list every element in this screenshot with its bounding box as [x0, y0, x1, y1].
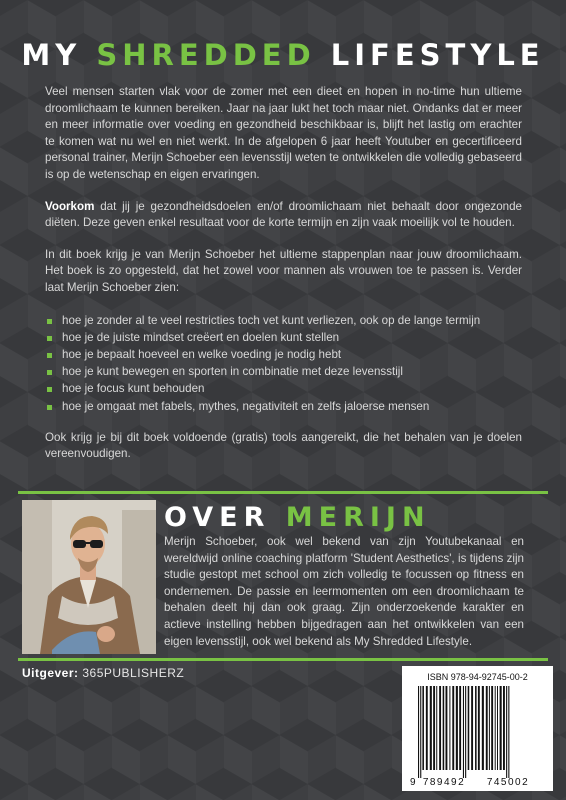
barcode-lead-digit: 9 — [410, 777, 416, 788]
barcode-bar — [459, 686, 461, 770]
barcode-bar — [503, 686, 505, 770]
barcode-bar — [486, 686, 488, 770]
barcode-bar — [439, 686, 441, 770]
intro-paragraph-1: Veel mensen starten vlak voor de zomer met een dieet en hopen in no-time hun ultieme droomlichaam te kunnen bereiken. Jaar na jaar lukt het toch maar niet. Ondanks dat er meer en meer informatie over voeding en gezondheid beschikbaar is, blijft het lastig om erachter te komen wat nu wel en niet werkt. In de afgelopen 6 jaar heeft Youtuber en gecertificeerd personal trainer, Merijn Schoeber een levensstijl weten te ontwikkelen die volledig gebaseerd is op de wetenschap en eigen ervaringen. — [45, 85, 522, 181]
barcode-bar — [506, 686, 507, 778]
list-item: hoe je omgaat met fabels, mythes, negativiteit en zelfs jaloerse mensen — [45, 398, 522, 415]
title-highlight: SHREDDED — [96, 38, 316, 72]
author-portrait-illustration — [22, 500, 156, 654]
barcode-bar — [443, 686, 445, 770]
barcode-bar — [433, 686, 435, 770]
isbn-barcode — [402, 666, 553, 791]
barcode-bar — [500, 686, 502, 770]
title-part-1: MY — [21, 38, 97, 72]
barcode-bar — [478, 686, 480, 770]
barcode-bar — [420, 686, 421, 778]
publisher-label: Uitgever: — [22, 666, 79, 680]
barcode-bar — [422, 686, 424, 770]
barcode-bar — [482, 686, 484, 770]
list-item: hoe je focus kunt behouden — [45, 380, 522, 397]
barcode-bar — [430, 686, 432, 770]
barcode-bar — [446, 686, 448, 770]
about-title — [164, 502, 431, 533]
author-bio: Merijn Schoeber, ook wel bekend van zijn Youtubekanaal en wereldwijd online coaching platform 'Student Aesthetics', is tijdens zijn studie gestopt met school om zich volledig te focussen op fitness en ondernemen. De passie en leermomenten om een droomlichaam te behalen deelt hij dan ook graag. Zijn onderzoekende karakter en actieve instelling hebben bijgedragen aan het ontwikkelen van een eigen levensstijl, ook wel bekend als My Shredded Lifestyle. — [164, 535, 524, 648]
barcode-bar — [475, 686, 477, 770]
barcode-graphic — [402, 666, 553, 791]
barcode-bar — [456, 686, 458, 770]
isbn-text: ISBN 978-94-92745-00-2 — [427, 672, 528, 682]
barcode-digits-group-1: 789492 — [422, 777, 466, 788]
author-photo — [22, 500, 156, 654]
barcode-bar — [426, 686, 428, 770]
intro-text — [45, 84, 522, 478]
barcode-bar — [508, 686, 509, 778]
intro-paragraph-2 — [45, 199, 522, 232]
barcode-bar — [471, 686, 473, 770]
publisher-name: 365PUBLISHERZ — [78, 666, 185, 680]
barcode-bar — [463, 686, 464, 778]
divider-top — [18, 491, 548, 494]
publisher-line — [22, 666, 184, 680]
divider-bottom — [18, 658, 548, 661]
barcode-bar — [491, 686, 493, 770]
intro-paragraph-2-rest: dat jij je gezondheidsdoelen en/of droomlichaam niet behaalt door ongezonde diëten. Deze geven enkel resultaat voor de korte termijn en zijn vaak moeilijk vol te houden. — [45, 199, 522, 230]
barcode-bar — [436, 686, 437, 770]
benefit-list — [45, 312, 522, 415]
title-part-2: LIFESTYLE — [315, 38, 545, 72]
barcode-bar — [418, 686, 419, 778]
barcode-bar — [449, 686, 450, 770]
barcode-bar — [468, 686, 470, 770]
barcode-digits-group-2: 745002 — [486, 777, 530, 788]
barcode-bar — [465, 686, 466, 778]
about-title-highlight: MERIJN — [285, 502, 431, 533]
intro-paragraph-2-bold: Voorkom — [45, 199, 95, 213]
book-title — [0, 38, 566, 72]
barcode-bar — [497, 686, 498, 770]
intro-paragraph-3: In dit boek krijg je van Merijn Schoeber het ultieme stappenplan naar jouw droomlichaam. Het boek is zo opgesteld, dat het zowel voor mannen als vrouwen toe te passen is. Verder laat Merijn Schoeber zien: — [45, 247, 522, 294]
list-item: hoe je kunt bewegen en sporten in combinatie met deze levensstijl — [45, 363, 522, 380]
barcode-bar — [489, 686, 490, 770]
list-item: hoe je de juiste mindset creëert en doelen kunt stellen — [45, 329, 522, 346]
barcode-bar — [452, 686, 454, 770]
list-item: hoe je zonder al te veel restricties toch vet kunt verliezen, ook op de lange termijn — [45, 312, 522, 329]
barcode-bar — [495, 686, 496, 770]
list-item: hoe je bepaalt hoeveel en welke voeding je nodig hebt — [45, 346, 522, 363]
about-title-part-1: OVER — [164, 502, 286, 533]
intro-paragraph-4: Ook krijg je bij dit boek voldoende (gratis) tools aangereikt, die het behalen van je doelen vereenvoudigen. — [45, 430, 522, 461]
